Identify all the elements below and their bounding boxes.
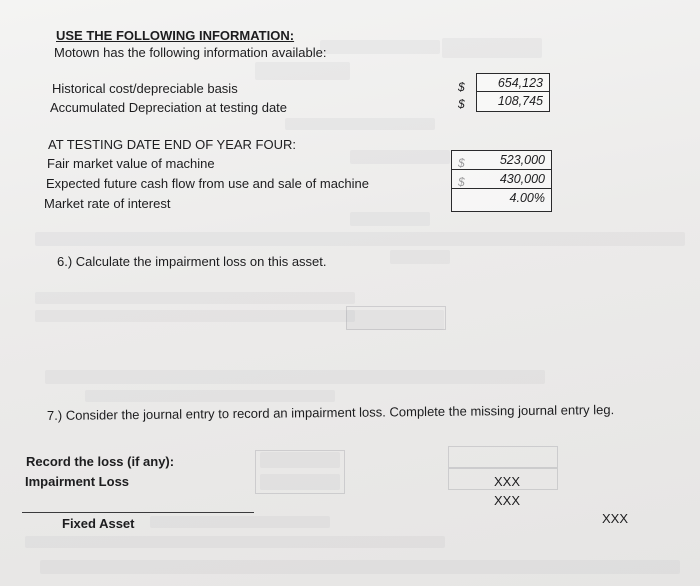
impairment-loss-amount-2: XXX (494, 493, 521, 508)
bleed-through-mark (150, 516, 330, 528)
testing-values-box (451, 150, 552, 212)
market-rate-label: Market rate of interest (44, 196, 171, 211)
testing-heading: AT TESTING DATE END OF YEAR FOUR: (48, 137, 296, 152)
basis-values-box (476, 73, 550, 112)
bleed-through-mark (350, 212, 430, 226)
fair-market-value-label: Fair market value of machine (47, 156, 215, 171)
fair-market-value-value: 523,000 (452, 151, 551, 170)
bleed-through-mark (255, 62, 350, 80)
historical-cost-currency: $ (458, 80, 465, 94)
fixed-asset-amount: XXX (602, 511, 629, 526)
historical-cost-label: Historical cost/depreciable basis (52, 81, 238, 96)
bleed-through-mark (35, 232, 685, 246)
question-7: 7.) Consider the journal entry to record an impairment loss. Complete the missing journal entry leg. (46, 402, 615, 423)
bleed-through-mark (320, 40, 440, 54)
journal-underline (22, 512, 254, 513)
impairment-loss-account: Impairment Loss (25, 474, 130, 489)
bleed-through-mark (442, 38, 542, 58)
bleed-through-mark (350, 150, 450, 164)
journal-faint-box (255, 450, 345, 494)
impairment-loss-amount: XXX (494, 474, 521, 489)
section-title: USE THE FOLLOWING INFORMATION: (56, 28, 295, 43)
intro-text: Motown has the following information available: (54, 45, 327, 60)
market-rate-value: 4.00% (509, 191, 545, 205)
bleed-through-mark (40, 560, 680, 574)
bleed-through-mark (285, 118, 435, 130)
bleed-through-mark (85, 390, 335, 402)
question-6: 6.) Calculate the impairment loss on this asset. (57, 254, 327, 269)
accumulated-depreciation-label: Accumulated Depreciation at testing date (50, 100, 288, 115)
bleed-through-mark (35, 310, 355, 322)
accumulated-depreciation-currency: $ (458, 97, 465, 111)
journal-faint-box (346, 306, 446, 330)
accumulated-depreciation-value: 108,745 (497, 94, 543, 108)
bleed-through-mark (390, 250, 450, 264)
fixed-asset-account: Fixed Asset (62, 516, 135, 531)
record-loss-label: Record the loss (if any): (26, 454, 175, 469)
journal-faint-box (448, 446, 558, 468)
bleed-through-mark (25, 536, 445, 548)
bleed-through-mark (35, 292, 355, 304)
bleed-through-mark (45, 370, 545, 384)
expected-cash-flow-value: 430,000 (452, 170, 551, 189)
expected-cash-flow-label: Expected future cash flow from use and sale of machine (46, 176, 370, 191)
historical-cost-value: 654,123 (477, 74, 549, 92)
